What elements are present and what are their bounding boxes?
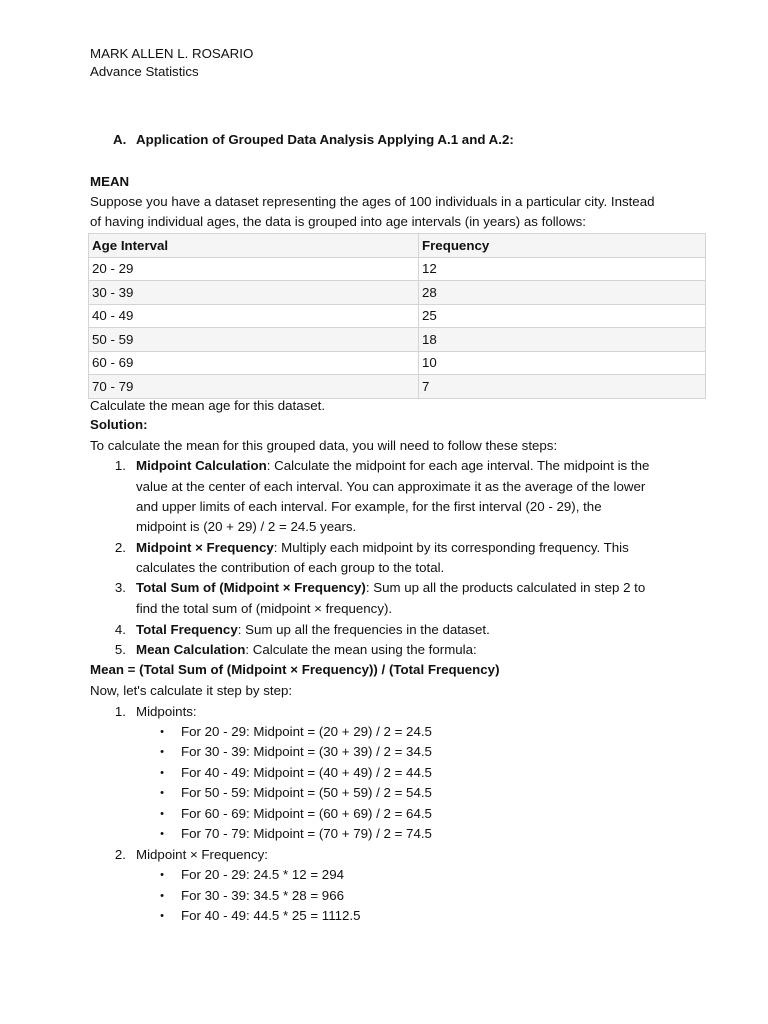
header-age-interval: Age Interval xyxy=(89,234,419,258)
step-text: calculates the contribution of each group to the total. xyxy=(136,560,445,575)
table-row xyxy=(89,351,706,375)
table-row xyxy=(89,257,706,281)
cell-frequency: 28 xyxy=(419,281,706,305)
step-title: Midpoint × Frequency xyxy=(136,540,274,555)
cell-interval: 30 - 39 xyxy=(89,281,419,305)
cell-interval: 50 - 59 xyxy=(89,328,419,352)
step-text: : Sum up all the frequencies in the dataset. xyxy=(237,622,490,637)
bullet-icon: • xyxy=(160,726,164,738)
cell-interval: 60 - 69 xyxy=(89,351,419,375)
table-header-row xyxy=(89,234,706,258)
cell-frequency: 10 xyxy=(419,351,706,375)
table-row xyxy=(89,328,706,352)
author-name: MARK ALLEN L. ROSARIO xyxy=(90,46,254,61)
section-title: Application of Grouped Data Analysis Applying A.1 and A.2: xyxy=(136,132,514,147)
intro-line-2: of having individual ages, the data is grouped into age intervals (in years) as follows: xyxy=(90,214,586,229)
calc-label: Midpoints: xyxy=(136,704,197,719)
header-frequency: Frequency xyxy=(419,234,706,258)
calc-number: 1. xyxy=(114,704,126,719)
bullet-icon: • xyxy=(160,828,164,840)
step-number: 4. xyxy=(114,622,126,637)
cell-interval: 70 - 79 xyxy=(89,375,419,399)
step-title: Total Sum of (Midpoint × Frequency) xyxy=(136,580,366,595)
step-title: Midpoint Calculation xyxy=(136,458,267,473)
step-3-line xyxy=(136,578,645,598)
mean-heading: MEAN xyxy=(90,174,130,189)
list-item: For 20 - 29: Midpoint = (20 + 29) / 2 = 24.5 xyxy=(181,724,432,739)
step-1-line xyxy=(136,456,649,476)
cell-frequency: 7 xyxy=(419,375,706,399)
step-text: value at the center of each interval. You can approximate it as the average of the lower xyxy=(136,479,646,494)
table-row xyxy=(89,375,706,399)
step-text: : Sum up all the products calculated in step 2 to xyxy=(365,580,646,595)
step-2-line xyxy=(136,538,629,558)
age-frequency-table xyxy=(88,233,706,399)
list-item: For 50 - 59: Midpoint = (50 + 59) / 2 = 54.5 xyxy=(181,785,432,800)
list-item: For 30 - 39: Midpoint = (30 + 39) / 2 = 34.5 xyxy=(181,744,432,759)
intro-line-1: Suppose you have a dataset representing the ages of 100 individuals in a particular city. Instead xyxy=(90,194,655,209)
bullet-icon: • xyxy=(160,746,164,758)
step-text: : Calculate the mean using the formula: xyxy=(245,642,477,657)
step-5-line xyxy=(136,640,477,660)
mean-formula: Mean = (Total Sum of (Midpoint × Frequency)) / (Total Frequency) xyxy=(90,662,500,677)
step-text: : Calculate the midpoint for each age interval. The midpoint is the xyxy=(266,458,650,473)
step-title: Mean Calculation xyxy=(136,642,246,657)
solution-label: Solution: xyxy=(90,417,148,432)
bullet-icon: • xyxy=(160,890,164,902)
list-item: For 40 - 49: Midpoint = (40 + 49) / 2 = 44.5 xyxy=(181,765,432,780)
cell-interval: 40 - 49 xyxy=(89,304,419,328)
step-number: 3. xyxy=(114,580,126,595)
bullet-icon: • xyxy=(160,869,164,881)
bullet-icon: • xyxy=(160,808,164,820)
list-item: For 60 - 69: Midpoint = (60 + 69) / 2 = 64.5 xyxy=(181,806,432,821)
step-title: Total Frequency xyxy=(136,622,238,637)
cell-frequency: 12 xyxy=(419,257,706,281)
now-text: Now, let's calculate it step by step: xyxy=(90,683,293,698)
list-item: For 40 - 49: 44.5 * 25 = 1112.5 xyxy=(181,908,361,923)
bullet-icon: • xyxy=(160,787,164,799)
step-text: midpoint is (20 + 29) / 2 = 24.5 years. xyxy=(136,519,357,534)
question-text: Calculate the mean age for this dataset. xyxy=(90,398,326,413)
cell-frequency: 25 xyxy=(419,304,706,328)
step-4-line xyxy=(136,620,490,640)
step-text: find the total sum of (midpoint × frequency). xyxy=(136,601,393,616)
bullet-icon: • xyxy=(160,767,164,779)
table-row xyxy=(89,304,706,328)
step-text: and upper limits of each interval. For example, for the first interval (20 - 29), the xyxy=(136,499,602,514)
list-item: For 20 - 29: 24.5 * 12 = 294 xyxy=(181,867,344,882)
list-item: For 30 - 39: 34.5 * 28 = 966 xyxy=(181,888,344,903)
cell-frequency: 18 xyxy=(419,328,706,352)
table-row xyxy=(89,281,706,305)
list-item: For 70 - 79: Midpoint = (70 + 79) / 2 = 74.5 xyxy=(181,826,432,841)
bullet-icon: • xyxy=(160,910,164,922)
step-number: 5. xyxy=(114,642,126,657)
step-text: : Multiply each midpoint by its corresponding frequency. This xyxy=(273,540,629,555)
solution-intro: To calculate the mean for this grouped data, you will need to follow these steps: xyxy=(90,438,558,453)
cell-interval: 20 - 29 xyxy=(89,257,419,281)
calc-label: Midpoint × Frequency: xyxy=(136,847,268,862)
step-number: 1. xyxy=(114,458,126,473)
step-number: 2. xyxy=(114,540,126,555)
calc-number: 2. xyxy=(114,847,126,862)
section-letter: A. xyxy=(113,132,127,147)
course-name: Advance Statistics xyxy=(90,64,199,79)
